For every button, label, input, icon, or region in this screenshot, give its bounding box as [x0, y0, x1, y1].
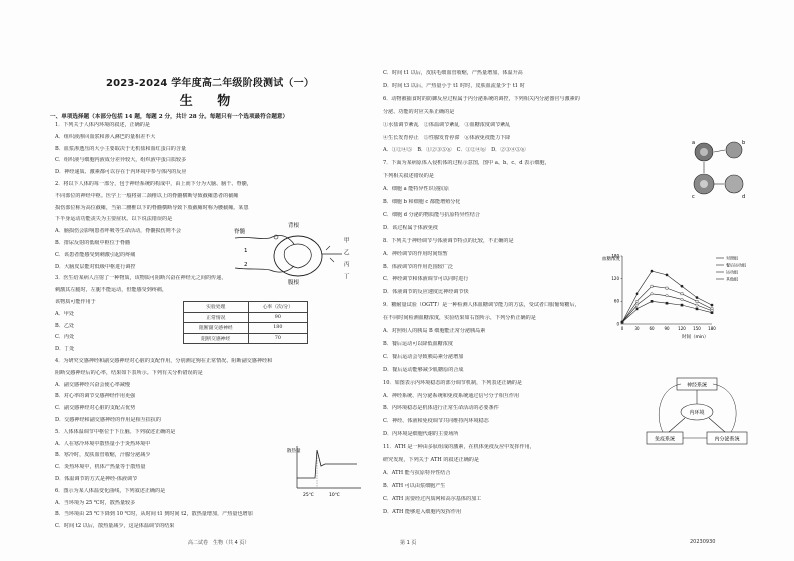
- y-tick-label: 60: [613, 298, 619, 304]
- question-line: 下半身运动功能丧失为主要症状。以下说法错误的是: [55, 216, 173, 223]
- label-yi: 乙: [344, 250, 350, 256]
- data-point: [696, 296, 698, 298]
- question-line: B．对心率的调节交感神经作用更强: [55, 393, 136, 400]
- immune-label-a: a: [692, 140, 696, 146]
- table-header-cell: 心率（次/分）: [248, 302, 307, 313]
- data-point: [711, 312, 713, 314]
- question-line: B．当环境由 25 ℃下降到 10 ℃时，从时间 t1 到时间 t2，散热量增加，产热量也增加: [55, 511, 253, 518]
- question-line: 6．动物被捕食时的防御反应过程属于内分泌系统的调控，下列相关内分泌器官与激素的: [383, 95, 580, 102]
- question-line: A．人在寒冷环境中散热量小于炎热环境中: [55, 440, 151, 447]
- label-ding: 丁: [344, 274, 350, 280]
- x-tick-label: 30: [634, 326, 640, 331]
- question-line: C．ATH 需要经过内质网和高尔基体的加工: [383, 495, 482, 502]
- table-row: [184, 323, 308, 334]
- x-tick-label: 90: [664, 326, 670, 331]
- question-line: A．神经系统、内分泌系统和免疫系统通过信号分子相互作用: [383, 392, 520, 399]
- reg-left-label: 免疫系统: [654, 436, 676, 443]
- data-point: [696, 300, 698, 302]
- label-bing: 丙: [344, 262, 350, 268]
- spinal-cord-figure: [230, 218, 360, 286]
- data-point: [711, 304, 713, 306]
- question-line: C．丙处: [55, 334, 75, 341]
- question-line: A．副交感神经兴奋会使心率减慢: [55, 381, 130, 388]
- immune-process-figure: [690, 138, 750, 200]
- legend-label: 餐后运动组: [726, 262, 746, 268]
- data-point: [666, 274, 668, 276]
- temp-chart-tick-25: 25℃: [303, 493, 314, 498]
- question-line: B．细胞 b 和细胞 c 都能增殖分化: [383, 199, 461, 205]
- label-spinal-cord: 脊髓: [234, 229, 246, 235]
- question-line: 损伤部位称为高位截瘫，当第二腰椎以下的脊髓横断导致下肢截瘫时称为腰截瘫。某患: [55, 204, 249, 211]
- data-point: [666, 302, 668, 304]
- question-line: 下列相关叙述错误的是: [383, 173, 434, 180]
- reg-center-label: 内环境: [689, 410, 705, 416]
- table-cell: 正常情况: [184, 312, 249, 323]
- question-line: B．餐后运动可以降低血糖浓度: [383, 340, 453, 347]
- immune-label-d: d: [742, 194, 746, 200]
- question-line: D．体液调节的反应速度比神经调节快: [383, 289, 469, 296]
- data-point: [696, 308, 698, 310]
- footer-left: 高二试卷 生物（共 4 页）: [188, 540, 250, 546]
- glucose-chart: [600, 248, 750, 340]
- question-line: B．内环境稳态是机体进行正常生命活动的必要条件: [383, 405, 499, 412]
- label-num2: 2: [244, 262, 248, 268]
- data-point: [636, 300, 638, 302]
- question-line: A．ATH 能与抗原特异性结合: [383, 469, 451, 476]
- y-tick-label: 180: [611, 253, 619, 259]
- question-line: C．副交感神经对心脏的支配占优势: [55, 405, 136, 412]
- question-line: A．细胞 a 能特异性识别抗原: [383, 186, 449, 193]
- question-line: 7．下面为某病原体入侵机体的过程示意图，图中 a、b、c、d 表示细胞，: [383, 160, 550, 167]
- x-tick-label: 120: [678, 326, 686, 331]
- question-line: ①水盐调节紊乱 ②体温调节紊乱 ③血糖浓度调节紊乱: [383, 121, 511, 128]
- question-line: A．甲处: [55, 310, 74, 317]
- question-line: D．ATH 能够进入细胞内发挥作用: [383, 508, 462, 515]
- y-axis-label: 血糖浓度: [602, 257, 620, 262]
- label-back-root: 背根: [288, 223, 300, 229]
- data-point: [681, 293, 683, 295]
- data-point: [666, 294, 668, 296]
- immune-label-c: c: [692, 194, 695, 200]
- table-cell: 阻断副交感神经: [184, 323, 249, 334]
- table-header-cell: 实验处理: [184, 302, 249, 313]
- data-point: [681, 298, 683, 300]
- data-point: [651, 270, 653, 272]
- question-line: 11．ATH 是一种由多肽组成的激素，在机体免疫反应中发挥作用，: [383, 444, 535, 451]
- legend-label: 运动组: [726, 269, 738, 275]
- legend-label: 其他组: [726, 276, 738, 282]
- question-line: D．丁处: [55, 346, 75, 353]
- exam-subject: 生 物: [179, 94, 241, 109]
- question-line: A．神经调节的作用时间短暂: [383, 250, 448, 257]
- question-line: C．该患者能感受到刺激引起的疼痛: [55, 251, 136, 258]
- data-point: [636, 308, 638, 310]
- question-line: 9．糖耐量试验（OGTT）是一种检测人体血糖调节能力的方法，受试者口服葡萄糖后，: [383, 302, 580, 309]
- heat-dissipation-figure: [285, 440, 365, 500]
- reg-right-label: 内分泌系统: [714, 436, 740, 443]
- table-cell: 180: [248, 323, 307, 334]
- table-row: [184, 312, 308, 323]
- question-line: 阻断交感神经后的心率，结果如下表所示。下列有关分析错误的是: [55, 369, 203, 376]
- question-line: 6．图示为某人体温变化曲线，下列叙述正确的是: [55, 487, 166, 494]
- question-line: A．组织液渗回血浆和渗入淋巴的量相差不大: [55, 133, 156, 140]
- question-line: 不同部位的神经中枢。医学上一般将第二颈椎以上的脊髓横断导致截瘫患者的截瘫: [55, 192, 239, 199]
- question-line: 4．为研究交感神经和副交感神经对心脏的支配作用，分别测定狗在正常情况、阻断副交感神经和: [55, 358, 273, 364]
- table-cell: 90: [248, 312, 307, 323]
- question-line: B．排尿反射的低级中枢位于脊髓: [55, 240, 131, 246]
- question-line: 2．将以下人体的每一部分，包于神经系统的构成中，由上而下分为大脑、脑干、脊髓，: [55, 181, 252, 187]
- regulation-diagram: [645, 376, 750, 454]
- label-abdomen-root: 腹根: [288, 280, 300, 286]
- label-num1: 1: [244, 248, 248, 254]
- data-point: [636, 293, 638, 295]
- temp-chart-ylabel: 散热量: [287, 449, 301, 454]
- question-line: D．神经递质、激素都可以存在于内环境中参与体内的反应: [55, 169, 187, 176]
- table-header-row: [184, 302, 308, 313]
- question-line: C．餐后运动会导致胰岛素分泌增加: [383, 353, 464, 360]
- question-line: C．神经、体液和免疫调节共同维持内环境稳态: [383, 418, 489, 425]
- question-line: A．当环境为 25 ℃时，散热量较多: [55, 499, 136, 506]
- data-point: [651, 293, 653, 295]
- question-line: C．组织液与细胞内液成分差异较大，组织液中蛋白质较多: [55, 157, 187, 164]
- question-line: D．交感神经和副交感神经的作用是相互拮抗的: [55, 417, 161, 423]
- data-point: [651, 300, 653, 302]
- section-heading: 一、单项选择题（本部分包括 14 题，每题 2 分，共计 28 分。每题只有一个选项最符合题意）: [50, 114, 289, 120]
- question-line: C．炎热环境中，机体产热量等于散热量: [55, 464, 146, 471]
- question-line: C．细胞 d 分泌的物质能与抗原特异性结合: [383, 211, 480, 218]
- question-line: A．对照组人的胰岛 B 细胞能正常分泌胰岛素: [383, 328, 486, 334]
- table-cell: 70: [248, 333, 307, 344]
- y-tick-label: 0: [616, 321, 619, 327]
- question-line: 5．人体体温调节中枢位于下丘脑。下列叙述正确的是: [55, 428, 176, 435]
- question-line: B．寒冷时，皮肤血管收缩，汗腺分泌减少: [55, 452, 151, 459]
- data-point: [621, 321, 623, 323]
- table-row: [184, 333, 308, 344]
- data-point: [681, 304, 683, 306]
- question-line: ④生长发育停止 ⑤性腺发育停滞 ⑥体液免疫能力下降: [383, 134, 511, 141]
- question-line: 1．下列关于人体内环境的叙述，正确的是: [55, 122, 150, 128]
- y-tick-label: 120: [611, 276, 619, 282]
- question-line: B．ATH 可以由浆细胞产生: [383, 482, 446, 489]
- x-tick-label: 180: [708, 326, 716, 331]
- x-tick-label: 60: [649, 326, 655, 331]
- question-line: D．内环境是细胞代谢的主要场所: [383, 431, 459, 438]
- question-line: 8．下列关于神经调节与体液调节特点的比较，不正确的是: [383, 237, 514, 244]
- question-line: D．体温调节的方式是神经-体液调节: [55, 476, 138, 482]
- legend-label: 对照组: [726, 255, 738, 261]
- x-tick-label: 150: [693, 326, 701, 331]
- question-line: C．时间 t1 以后，皮肤毛细血管收缩，产热量增加，体温升高: [383, 70, 523, 76]
- x-tick-label: 0: [620, 326, 624, 331]
- question-line: C．时间 t2 以后，散热量减少，这是体温调节的结果: [55, 523, 175, 530]
- footer-page: 第 1 页: [400, 540, 417, 546]
- question-line: A．①②④⑤ B．①②③⑤⑥ C．①②④⑥ D．②③④⑤⑥: [383, 147, 526, 154]
- question-line: D．时间 t3 以后，产热量小于 t1 时时，皮肤血流量少于 t1 时: [383, 82, 525, 89]
- data-point: [651, 285, 653, 287]
- footer-date: 20230930: [690, 539, 716, 545]
- question-line: A．脑损伤会影响患者呼吸等生命活动，脊髓损伤则不会: [55, 228, 181, 235]
- question-line: 刺激其左腿时，左腿不能运动，但能感受到疼痛，: [55, 287, 168, 294]
- label-jia: 甲: [344, 238, 350, 244]
- data-point: [681, 285, 683, 287]
- data-point: [636, 304, 638, 306]
- question-line: 分泌、功能的对应关系正确的是: [383, 108, 455, 115]
- question-line: 10．如图表示内环境稳态的部分调节机制，下列表述正确的是: [383, 379, 522, 386]
- heart-rate-table: [183, 301, 308, 344]
- question-line: D．大脑皮层能对低级中枢进行调控: [55, 263, 136, 270]
- question-line: D．该过程属于体液免疫: [383, 224, 439, 231]
- question-line: D．餐后运动能够减少肌糖原的合成: [383, 366, 464, 373]
- question-line: B．血浆渗透压的大小主要取决于无机盐和血红蛋白的含量: [55, 145, 187, 152]
- question-line: 在不同时间检测血糖浓度，实验结果如右图所示，下列分析正确的是: [383, 315, 536, 322]
- table-cell: 阻断交感神经: [184, 333, 249, 344]
- question-line: 3．医生给某病人注射了一种物质，该物质可阻断兴奋在神经元之间的传递，: [55, 275, 227, 282]
- temp-chart-tick-10: 10℃: [329, 493, 340, 498]
- question-line: B．体液调节的作用范围较广泛: [383, 263, 453, 270]
- x-axis-label: 时间（min）: [682, 335, 709, 340]
- data-point: [666, 287, 668, 289]
- question-line: 该物质可能作用于: [55, 299, 96, 305]
- exam-title: 2023-2024 学年度高二年级阶段测试（一）: [105, 78, 315, 89]
- data-point: [696, 304, 698, 306]
- reg-top-label: 神经系统: [686, 382, 708, 389]
- question-line: C．神经调节和体液调节可以同时进行: [383, 276, 469, 283]
- question-line: B．乙处: [55, 322, 75, 329]
- question-line: 研究发现，下列关于 ATH 的叙述正确的是: [383, 457, 479, 463]
- immune-label-b: b: [742, 140, 746, 146]
